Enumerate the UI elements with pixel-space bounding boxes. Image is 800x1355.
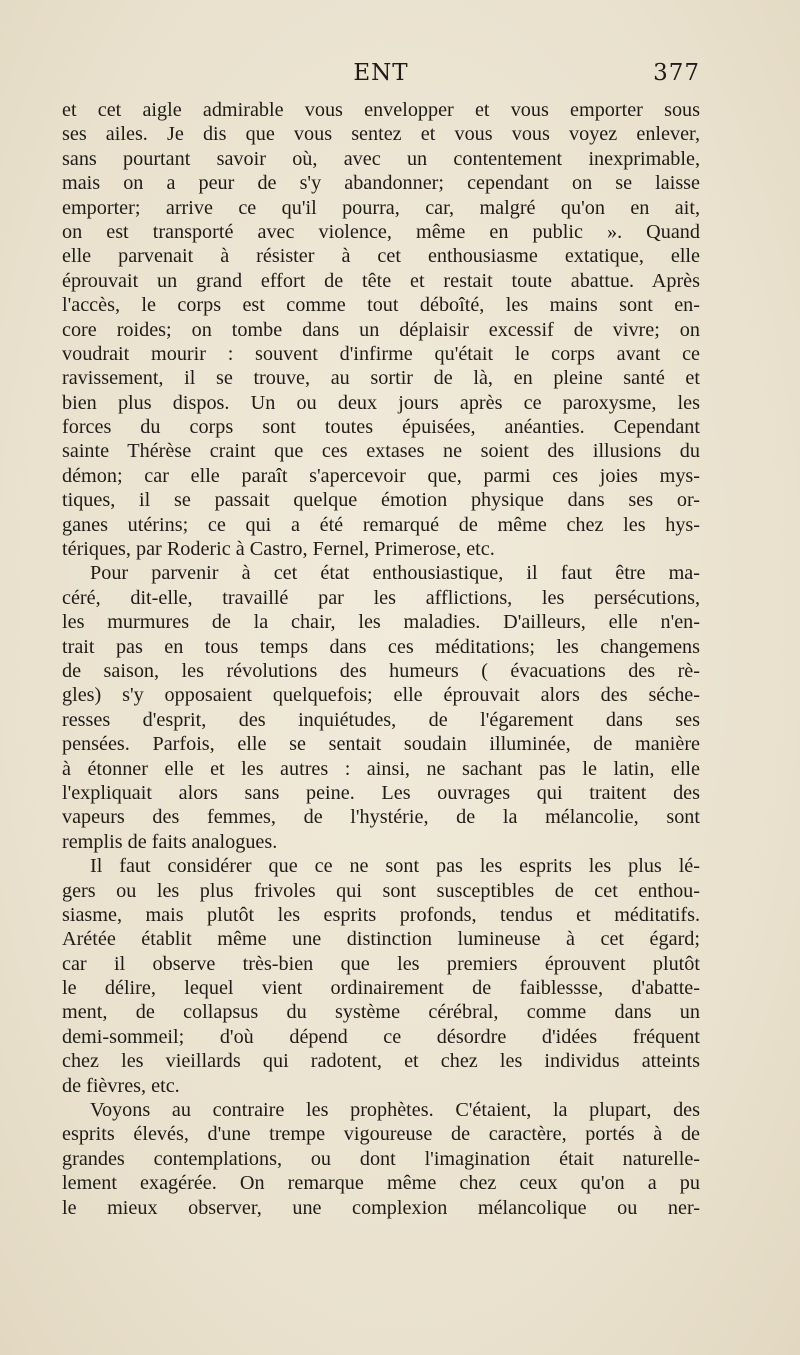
text-line: ses ailes. Je dis que vous sentez et vous vous voyez enlever, xyxy=(62,123,700,146)
text-line: trait pas en tous temps dans ces méditations; les changemens xyxy=(62,635,700,658)
text-line: tiques, il se passait quelque émotion physique dans ses or- xyxy=(62,489,700,512)
text-line: emporter; arrive ce qu'il pourra, car, malgré qu'on en ait, xyxy=(62,196,700,219)
text-line: de saison, les révolutions des humeurs ( évacuations des rè- xyxy=(62,659,700,682)
paragraph xyxy=(62,854,700,1098)
running-head xyxy=(62,60,700,92)
text-line: vapeurs des femmes, de l'hystérie, de la mélancolie, sont xyxy=(62,806,700,829)
text-line: esprits élevés, d'une trempe vigoureuse de caractère, portés à de xyxy=(62,1123,700,1146)
text-line: Il faut considérer que ce ne sont pas les esprits les plus lé- xyxy=(90,855,700,878)
text-line: demi-sommeil; d'où dépend ce désordre d'idées fréquent xyxy=(62,1025,700,1048)
text-line: gles) s'y opposaient quelquefois; elle éprouvait alors des séche- xyxy=(62,684,700,707)
paragraph xyxy=(62,1098,700,1220)
text-line: car il observe très-bien que les premiers éprouvent plutôt xyxy=(62,952,700,975)
text-line: l'expliquait alors sans peine. Les ouvrages qui traitent des xyxy=(62,781,700,804)
text-line: lement exagérée. On remarque même chez ceux qu'on a pu xyxy=(62,1172,700,1195)
text-line: elle parvenait à résister à cet enthousiasme extatique, elle xyxy=(62,245,700,268)
page-number: 377 xyxy=(653,60,700,86)
text-line: l'accès, le corps est comme tout déboîté, les mains sont en- xyxy=(62,294,700,317)
text-line: voudrait mourir : souvent d'infirme qu'était le corps avant ce xyxy=(62,342,700,365)
text-line: gers ou les plus frivoles qui sont susceptibles de cet enthou- xyxy=(62,879,700,902)
text-line: Pour parvenir à cet état enthousiastique, il faut être ma- xyxy=(90,562,700,585)
text-line: de fièvres, etc. xyxy=(62,1074,180,1097)
text-line: remplis de faits analogues. xyxy=(62,830,278,853)
paragraph xyxy=(62,98,700,561)
text-line: grandes contemplations, ou dont l'imagination était naturelle- xyxy=(62,1147,700,1170)
text-line: pensées. Parfois, elle se sentait soudain illuminée, de manière xyxy=(62,733,700,756)
running-head-word: ENT xyxy=(353,60,409,86)
text-line: Voyons au contraire les prophètes. C'étaient, la plupart, des xyxy=(90,1099,700,1122)
text-line: céré, dit-elle, travaillé par les afflictions, les persécutions, xyxy=(62,586,700,609)
text-line: core roides; on tombe dans un déplaisir excessif de vivre; on xyxy=(62,318,700,341)
text-line: ravissement, il se trouve, au sortir de là, en pleine santé et xyxy=(62,367,700,390)
text-line: bien plus dispos. Un ou deux jours après ce paroxysme, les xyxy=(62,391,700,414)
text-line: le délire, lequel vient ordinairement de faiblessse, d'abatte- xyxy=(62,977,700,1000)
text-line: siasme, mais plutôt les esprits profonds, tendus et méditatifs. xyxy=(62,903,700,926)
text-line: le mieux observer, une complexion mélancolique ou ner- xyxy=(62,1196,700,1219)
text-line: démon; car elle paraît s'apercevoir que, parmi ces joies mys- xyxy=(62,464,700,487)
text-line: tériques, par Roderic à Castro, Fernel, Primerose, etc. xyxy=(62,538,495,561)
text-line: ganes utérins; ce qui a été remarqué de même chez les hys- xyxy=(62,513,700,536)
paragraph xyxy=(62,561,700,854)
text-line: mais on a peur de s'y abandonner; cependant on se laisse xyxy=(62,172,700,195)
text-line: Arétée établit même une distinction lumineuse à cet égard; xyxy=(62,928,700,951)
text-line: chez les vieillards qui radotent, et chez les individus atteints xyxy=(62,1050,700,1073)
text-line: sainte Thérèse craint que ces extases ne soient des illusions du xyxy=(62,440,700,463)
body-text xyxy=(62,98,700,1220)
text-line: on est transporté avec violence, même en public ». Quand xyxy=(62,220,700,243)
text-line: les murmures de la chair, les maladies. D'ailleurs, elle n'en- xyxy=(62,611,700,634)
text-line: éprouvait un grand effort de tête et restait toute abattue. Après xyxy=(62,269,700,292)
text-line: forces du corps sont toutes épuisées, anéanties. Cependant xyxy=(62,416,700,439)
text-line: et cet aigle admirable vous envelopper et vous emporter sous xyxy=(62,99,700,121)
text-line: sans pourtant savoir où, avec un contentement inexprimable, xyxy=(62,147,700,170)
text-line: resses d'esprit, des inquiétudes, de l'égarement dans ses xyxy=(62,708,700,731)
text-line: à étonner elle et les autres : ainsi, ne sachant pas le latin, elle xyxy=(62,757,700,780)
text-line: ment, de collapsus du système cérébral, comme dans un xyxy=(62,1001,700,1024)
